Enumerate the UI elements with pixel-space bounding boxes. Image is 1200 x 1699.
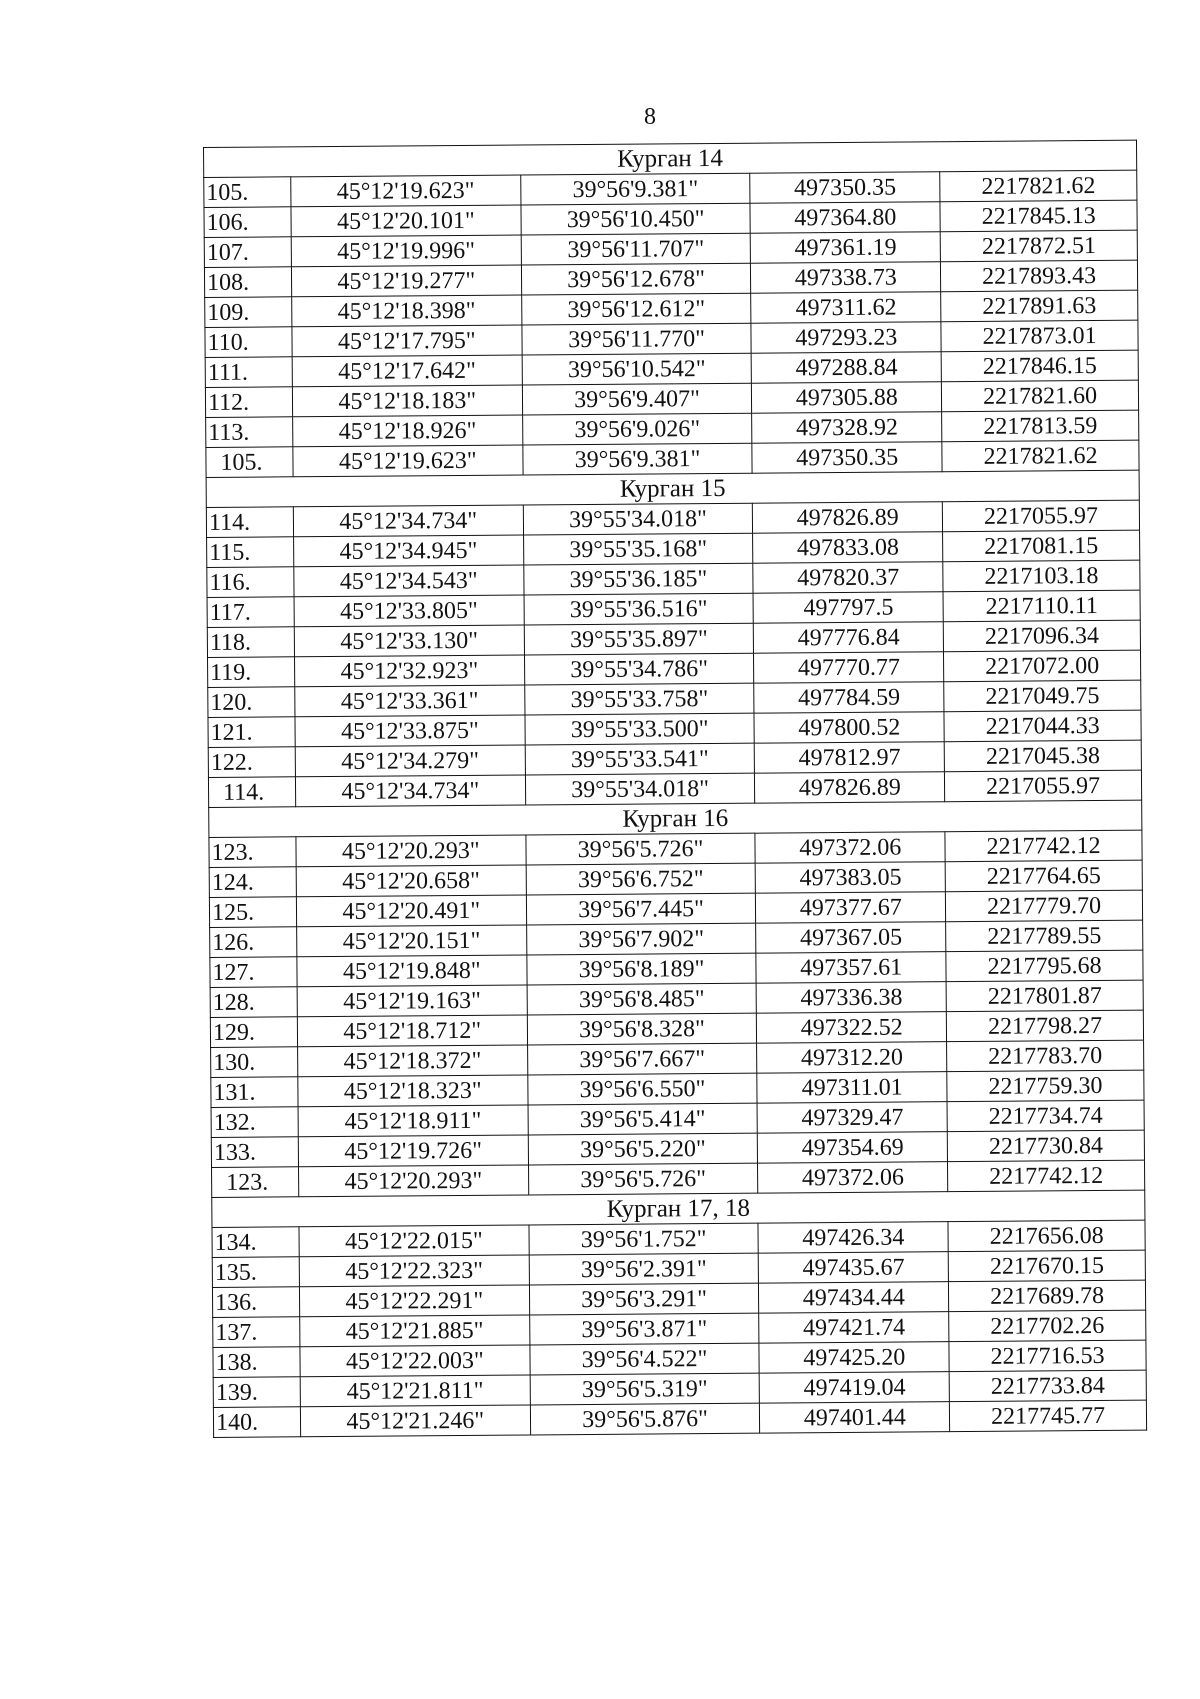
point-number-cell: 123.	[209, 837, 296, 868]
point-number-cell: 117.	[207, 597, 294, 628]
point-number-cell: 134.	[212, 1227, 299, 1258]
latitude-cell: 45°12'20.151"	[297, 925, 527, 957]
x-coordinate-cell: 497288.84	[752, 352, 942, 383]
y-coordinate-cell: 2217893.43	[941, 260, 1138, 292]
x-coordinate-cell: 497784.59	[754, 682, 944, 713]
x-coordinate-cell: 497820.37	[753, 562, 943, 593]
latitude-cell: 45°12'33.875"	[295, 715, 525, 747]
point-number-cell: 131.	[211, 1077, 298, 1108]
latitude-cell: 45°12'33.361"	[295, 685, 525, 717]
x-coordinate-cell: 497367.05	[756, 922, 946, 953]
longitude-cell: 39°56'8.328"	[527, 1013, 757, 1045]
longitude-cell: 39°56'10.450"	[521, 203, 751, 235]
y-coordinate-cell: 2217821.62	[940, 170, 1137, 202]
longitude-cell: 39°56'3.871"	[529, 1313, 759, 1345]
y-coordinate-cell: 2217670.15	[948, 1250, 1145, 1282]
y-coordinate-cell: 2217730.84	[947, 1130, 1144, 1162]
x-coordinate-cell: 497425.20	[759, 1342, 949, 1373]
latitude-cell: 45°12'19.623"	[293, 445, 523, 477]
point-number-cell: 105.	[204, 177, 291, 208]
point-number-cell: 115.	[207, 537, 294, 568]
longitude-cell: 39°56'7.902"	[526, 923, 756, 955]
table-row	[213, 1400, 1146, 1437]
y-coordinate-cell: 2217716.53	[949, 1340, 1146, 1372]
y-coordinate-cell: 2217813.59	[942, 410, 1139, 442]
longitude-cell: 39°56'6.752"	[526, 863, 756, 895]
latitude-cell: 45°12'22.323"	[299, 1255, 529, 1287]
x-coordinate-cell: 497372.06	[758, 1162, 948, 1193]
longitude-cell: 39°56'8.189"	[527, 953, 757, 985]
x-coordinate-cell: 497812.97	[755, 742, 945, 773]
x-coordinate-cell: 497421.74	[759, 1312, 949, 1343]
longitude-cell: 39°56'7.667"	[527, 1043, 757, 1075]
x-coordinate-cell: 497770.77	[754, 652, 944, 683]
y-coordinate-cell: 2217103.18	[943, 560, 1140, 592]
y-coordinate-cell: 2217783.70	[947, 1040, 1144, 1072]
latitude-cell: 45°12'17.642"	[292, 355, 522, 387]
longitude-cell: 39°56'10.542"	[522, 353, 752, 385]
x-coordinate-cell: 497364.80	[750, 202, 940, 233]
coordinates-table-body	[204, 140, 1147, 1437]
y-coordinate-cell: 2217044.33	[944, 710, 1141, 742]
point-number-cell: 114.	[208, 777, 295, 808]
point-number-cell: 120.	[208, 687, 295, 718]
x-coordinate-cell: 497826.89	[755, 772, 945, 803]
x-coordinate-cell: 497311.01	[757, 1072, 947, 1103]
y-coordinate-cell: 2217891.63	[941, 290, 1138, 322]
longitude-cell: 39°56'2.391"	[529, 1253, 759, 1285]
longitude-cell: 39°56'5.876"	[530, 1403, 760, 1435]
y-coordinate-cell: 2217049.75	[944, 680, 1141, 712]
point-number-cell: 111.	[205, 357, 292, 388]
y-coordinate-cell: 2217110.11	[943, 590, 1140, 622]
point-number-cell: 118.	[207, 627, 294, 658]
latitude-cell: 45°12'19.996"	[291, 235, 521, 267]
longitude-cell: 39°55'33.758"	[524, 683, 754, 715]
latitude-cell: 45°12'18.183"	[292, 385, 522, 417]
longitude-cell: 39°55'33.541"	[525, 743, 755, 775]
x-coordinate-cell: 497383.05	[756, 862, 946, 893]
y-coordinate-cell: 2217821.60	[942, 380, 1139, 412]
latitude-cell: 45°12'20.293"	[296, 835, 526, 867]
y-coordinate-cell: 2217081.15	[943, 530, 1140, 562]
x-coordinate-cell: 497354.69	[758, 1132, 948, 1163]
y-coordinate-cell: 2217795.68	[946, 950, 1143, 982]
point-number-cell: 125.	[209, 897, 296, 928]
x-coordinate-cell: 497826.89	[753, 502, 943, 533]
point-number-cell: 139.	[213, 1377, 300, 1408]
y-coordinate-cell: 2217873.01	[941, 320, 1138, 352]
point-number-cell: 119.	[208, 657, 295, 688]
longitude-cell: 39°56'11.707"	[521, 233, 751, 265]
x-coordinate-cell: 497776.84	[754, 622, 944, 653]
y-coordinate-cell: 2217733.84	[949, 1370, 1146, 1402]
y-coordinate-cell: 2217872.51	[940, 230, 1137, 262]
x-coordinate-cell: 497419.04	[760, 1372, 950, 1403]
point-number-cell: 114.	[206, 507, 293, 538]
longitude-cell: 39°56'5.220"	[528, 1133, 758, 1165]
section-title: Курган 16	[209, 800, 1142, 837]
longitude-cell: 39°56'4.522"	[530, 1343, 760, 1375]
latitude-cell: 45°12'34.734"	[295, 775, 525, 807]
y-coordinate-cell: 2217045.38	[944, 740, 1141, 772]
latitude-cell: 45°12'21.811"	[300, 1375, 530, 1407]
latitude-cell: 45°12'33.130"	[294, 625, 524, 657]
longitude-cell: 39°56'9.381"	[520, 173, 750, 205]
longitude-cell: 39°55'35.168"	[523, 533, 753, 565]
latitude-cell: 45°12'19.277"	[291, 265, 521, 297]
x-coordinate-cell: 497833.08	[753, 532, 943, 563]
longitude-cell: 39°55'35.897"	[524, 623, 754, 655]
x-coordinate-cell: 497336.38	[756, 982, 946, 1013]
latitude-cell: 45°12'34.734"	[293, 505, 523, 537]
x-coordinate-cell: 497797.5	[753, 592, 943, 623]
point-number-cell: 124.	[209, 867, 296, 898]
x-coordinate-cell: 497426.34	[758, 1222, 948, 1253]
latitude-cell: 45°12'21.246"	[300, 1405, 530, 1437]
x-coordinate-cell: 497338.73	[751, 262, 941, 293]
point-number-cell: 107.	[204, 237, 291, 268]
longitude-cell: 39°55'34.018"	[525, 773, 755, 805]
x-coordinate-cell: 497377.67	[756, 892, 946, 923]
point-number-cell: 113.	[206, 417, 293, 448]
latitude-cell: 45°12'22.003"	[300, 1345, 530, 1377]
latitude-cell: 45°12'21.885"	[300, 1315, 530, 1347]
longitude-cell: 39°55'36.185"	[523, 563, 753, 595]
longitude-cell: 39°55'34.786"	[524, 653, 754, 685]
point-number-cell: 116.	[207, 567, 294, 598]
x-coordinate-cell: 497293.23	[751, 322, 941, 353]
y-coordinate-cell: 2217845.13	[940, 200, 1137, 232]
latitude-cell: 45°12'19.726"	[298, 1135, 528, 1167]
latitude-cell: 45°12'19.848"	[297, 955, 527, 987]
x-coordinate-cell: 497329.47	[757, 1102, 947, 1133]
latitude-cell: 45°12'22.291"	[299, 1285, 529, 1317]
x-coordinate-cell: 497361.19	[751, 232, 941, 263]
latitude-cell: 45°12'20.293"	[298, 1165, 528, 1197]
longitude-cell: 39°56'5.414"	[528, 1103, 758, 1135]
longitude-cell: 39°56'5.726"	[528, 1163, 758, 1195]
latitude-cell: 45°12'18.712"	[297, 1015, 527, 1047]
x-coordinate-cell: 497434.44	[759, 1282, 949, 1313]
y-coordinate-cell: 2217742.12	[945, 830, 1142, 862]
latitude-cell: 45°12'20.658"	[296, 865, 526, 897]
coordinates-table	[203, 140, 1147, 1438]
y-coordinate-cell: 2217801.87	[946, 980, 1143, 1012]
point-number-cell: 130.	[211, 1047, 298, 1078]
x-coordinate-cell: 497372.06	[755, 832, 945, 863]
x-coordinate-cell: 497435.67	[759, 1252, 949, 1283]
x-coordinate-cell: 497322.52	[757, 1012, 947, 1043]
longitude-cell: 39°56'11.770"	[522, 323, 752, 355]
y-coordinate-cell: 2217779.70	[946, 890, 1143, 922]
y-coordinate-cell: 2217742.12	[948, 1160, 1145, 1192]
point-number-cell: 126.	[210, 927, 297, 958]
y-coordinate-cell: 2217055.97	[945, 770, 1142, 802]
x-coordinate-cell: 497328.92	[752, 412, 942, 443]
latitude-cell: 45°12'18.398"	[292, 295, 522, 327]
section-title: Курган 15	[206, 470, 1139, 507]
point-number-cell: 137.	[213, 1317, 300, 1348]
latitude-cell: 45°12'17.795"	[292, 325, 522, 357]
longitude-cell: 39°56'1.752"	[529, 1223, 759, 1255]
latitude-cell: 45°12'19.623"	[291, 175, 521, 207]
latitude-cell: 45°12'18.372"	[297, 1045, 527, 1077]
y-coordinate-cell: 2217689.78	[949, 1280, 1146, 1312]
latitude-cell: 45°12'34.543"	[294, 565, 524, 597]
latitude-cell: 45°12'22.015"	[299, 1225, 529, 1257]
longitude-cell: 39°55'33.500"	[525, 713, 755, 745]
x-coordinate-cell: 497800.52	[754, 712, 944, 743]
point-number-cell: 121.	[208, 717, 295, 748]
x-coordinate-cell: 497401.44	[760, 1402, 950, 1433]
point-number-cell: 140.	[213, 1407, 300, 1438]
longitude-cell: 39°55'34.018"	[523, 503, 753, 535]
section-title: Курган 14	[204, 140, 1137, 177]
x-coordinate-cell: 497350.35	[752, 442, 942, 473]
latitude-cell: 45°12'20.491"	[296, 895, 526, 927]
point-number-cell: 110.	[205, 327, 292, 358]
latitude-cell: 45°12'33.805"	[294, 595, 524, 627]
point-number-cell: 138.	[213, 1347, 300, 1378]
point-number-cell: 127.	[210, 957, 297, 988]
latitude-cell: 45°12'18.911"	[298, 1105, 528, 1137]
longitude-cell: 39°56'9.026"	[522, 413, 752, 445]
latitude-cell: 45°12'18.323"	[298, 1075, 528, 1107]
latitude-cell: 45°12'32.923"	[294, 655, 524, 687]
y-coordinate-cell: 2217745.77	[950, 1400, 1147, 1432]
y-coordinate-cell: 2217764.65	[945, 860, 1142, 892]
y-coordinate-cell: 2217096.34	[943, 620, 1140, 652]
section-title: Курган 17, 18	[212, 1190, 1145, 1227]
point-number-cell: 133.	[211, 1137, 298, 1168]
y-coordinate-cell: 2217656.08	[948, 1220, 1145, 1252]
y-coordinate-cell: 2217072.00	[944, 650, 1141, 682]
point-number-cell: 123.	[212, 1167, 299, 1198]
latitude-cell: 45°12'20.101"	[291, 205, 521, 237]
y-coordinate-cell: 2217798.27	[946, 1010, 1143, 1042]
page-number: 8	[644, 104, 656, 130]
y-coordinate-cell: 2217759.30	[947, 1070, 1144, 1102]
y-coordinate-cell: 2217846.15	[941, 350, 1138, 382]
latitude-cell: 45°12'34.279"	[295, 745, 525, 777]
x-coordinate-cell: 497311.62	[751, 292, 941, 323]
point-number-cell: 105.	[206, 447, 293, 478]
point-number-cell: 112.	[205, 387, 292, 418]
point-number-cell: 129.	[210, 1017, 297, 1048]
point-number-cell: 136.	[212, 1287, 299, 1318]
point-number-cell: 132.	[211, 1107, 298, 1138]
latitude-cell: 45°12'34.945"	[293, 535, 523, 567]
longitude-cell: 39°55'36.516"	[524, 593, 754, 625]
x-coordinate-cell: 497312.20	[757, 1042, 947, 1073]
x-coordinate-cell: 497357.61	[756, 952, 946, 983]
latitude-cell: 45°12'19.163"	[297, 985, 527, 1017]
point-number-cell: 122.	[208, 747, 295, 778]
y-coordinate-cell: 2217734.74	[947, 1100, 1144, 1132]
y-coordinate-cell: 2217821.62	[942, 440, 1139, 472]
longitude-cell: 39°56'9.407"	[522, 383, 752, 415]
longitude-cell: 39°56'5.726"	[526, 833, 756, 865]
longitude-cell: 39°56'12.612"	[521, 293, 751, 325]
longitude-cell: 39°56'7.445"	[526, 893, 756, 925]
latitude-cell: 45°12'18.926"	[293, 415, 523, 447]
longitude-cell: 39°56'12.678"	[521, 263, 751, 295]
point-number-cell: 135.	[212, 1257, 299, 1288]
point-number-cell: 108.	[204, 267, 291, 298]
point-number-cell: 106.	[204, 207, 291, 238]
point-number-cell: 128.	[210, 987, 297, 1018]
longitude-cell: 39°56'5.319"	[530, 1373, 760, 1405]
longitude-cell: 39°56'8.485"	[527, 983, 757, 1015]
y-coordinate-cell: 2217055.97	[942, 500, 1139, 532]
y-coordinate-cell: 2217789.55	[946, 920, 1143, 952]
x-coordinate-cell: 497350.35	[750, 172, 940, 203]
longitude-cell: 39°56'6.550"	[527, 1073, 757, 1105]
point-number-cell: 109.	[205, 297, 292, 328]
longitude-cell: 39°56'9.381"	[523, 443, 753, 475]
x-coordinate-cell: 497305.88	[752, 382, 942, 413]
y-coordinate-cell: 2217702.26	[949, 1310, 1146, 1342]
longitude-cell: 39°56'3.291"	[529, 1283, 759, 1315]
